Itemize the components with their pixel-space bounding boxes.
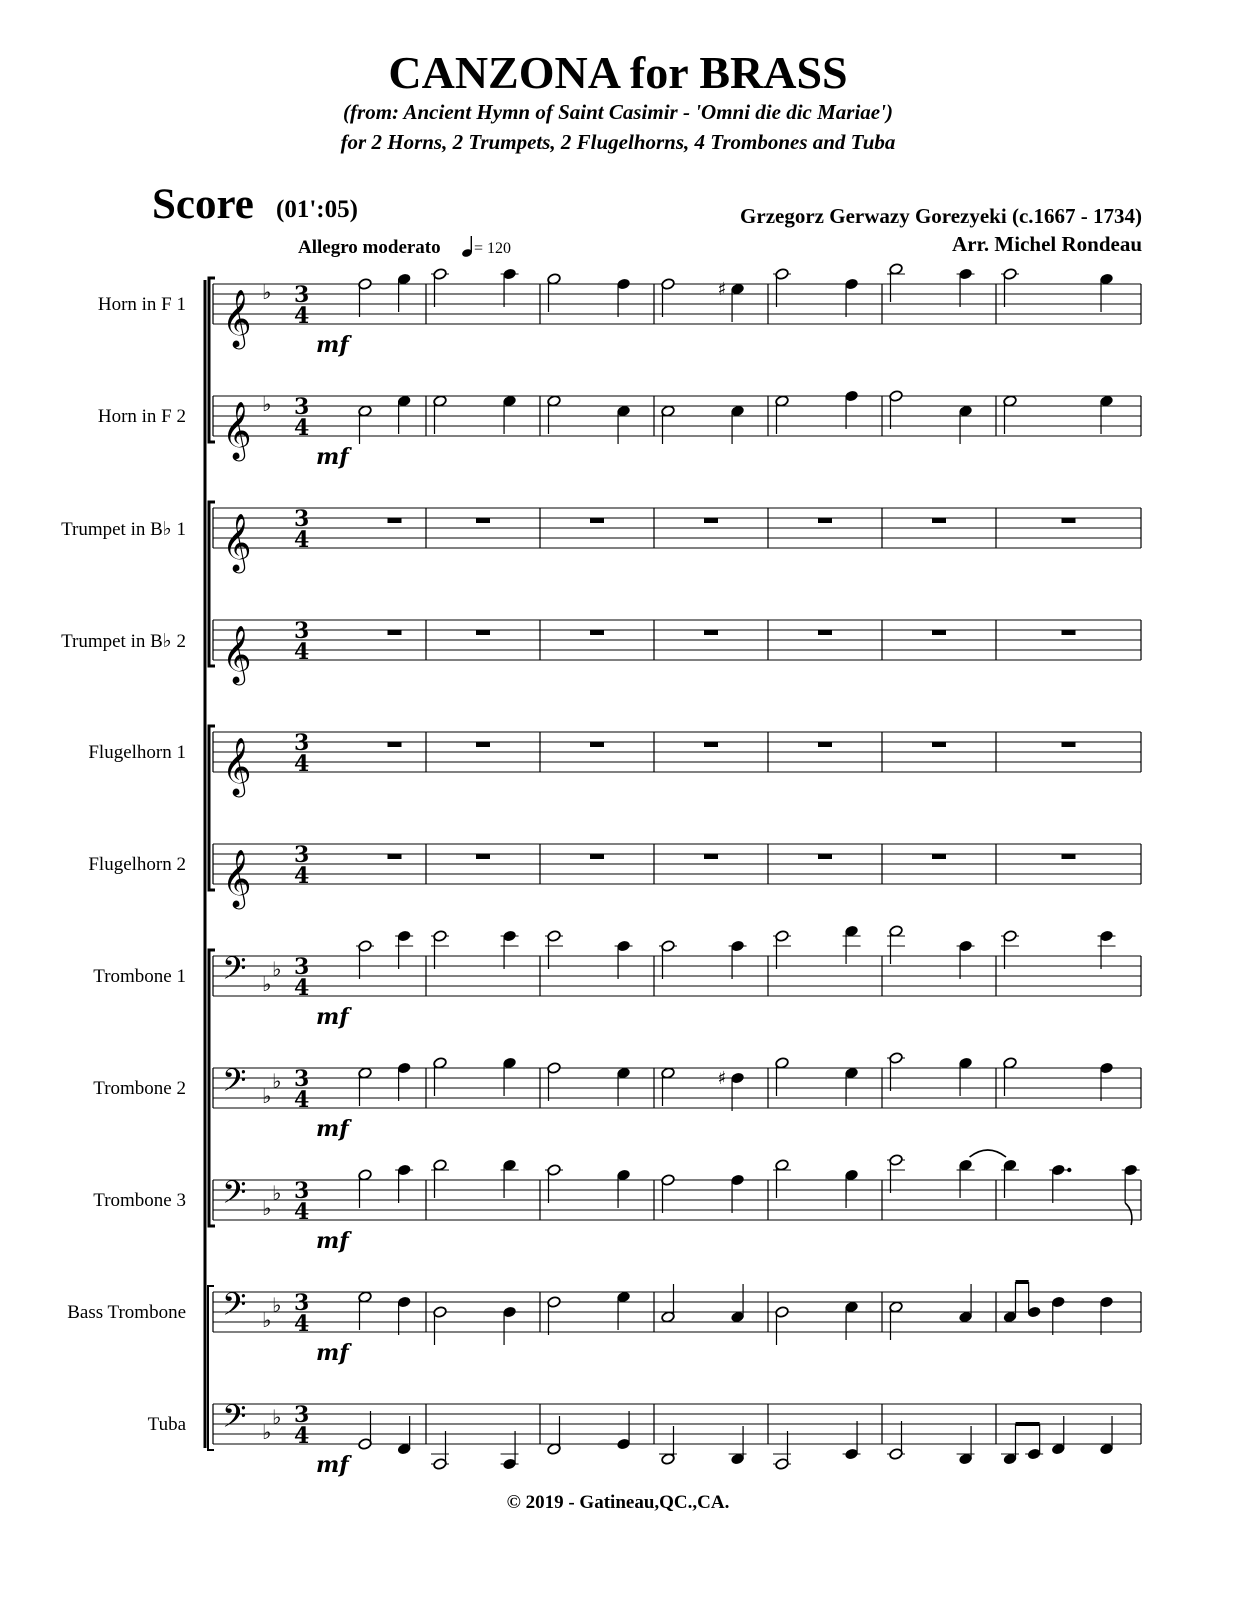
instrument-label: Flugelhorn 2 (88, 854, 186, 875)
treble-clef-icon: 𝄞 (222, 625, 252, 683)
treble-clef-icon: 𝄞 (222, 401, 252, 459)
whole-rest (1062, 742, 1076, 747)
time-signature-numerator: 3 (294, 1178, 310, 1204)
whole-rest (476, 742, 490, 747)
instrument-label: Flugelhorn 1 (88, 742, 186, 763)
flat-icon: ♭ (272, 1069, 282, 1093)
copyright-notice: © 2019 - Gatineau,QC.,CA. (506, 1492, 730, 1513)
tempo-value: = 120 (474, 240, 512, 257)
instrument-label: Trombone 1 (93, 966, 186, 987)
whole-rest (476, 630, 490, 635)
instrument-label: Horn in F 2 (97, 406, 186, 427)
treble-clef-icon: 𝄞 (222, 289, 252, 347)
subtitle-source: (from: Ancient Hymn of Saint Casimir - 'Omni die dic Mariae') (343, 100, 893, 124)
whole-rest (932, 630, 946, 635)
time-signature-denominator: 4 (294, 1423, 310, 1449)
whole-rest (1062, 518, 1076, 523)
time-signature-denominator: 4 (294, 415, 310, 441)
time-signature-denominator: 4 (294, 975, 310, 1001)
whole-rest (818, 518, 832, 523)
whole-rest (1062, 854, 1076, 859)
whole-rest (590, 742, 604, 747)
time-signature-denominator: 4 (294, 863, 310, 889)
whole-rest (704, 630, 718, 635)
sharp-icon: ♯ (717, 1068, 727, 1089)
whole-rest (818, 854, 832, 859)
bass-clef-icon: 𝄢 (222, 1174, 247, 1218)
time-signature-numerator: 3 (294, 394, 310, 420)
dynamic-marking: mf (316, 1116, 349, 1142)
whole-rest (818, 742, 832, 747)
dynamic-marking: mf (316, 1228, 349, 1254)
time-signature-numerator: 3 (294, 730, 310, 756)
time-signature-numerator: 3 (294, 1402, 310, 1428)
whole-rest (388, 630, 402, 635)
time-signature-numerator: 3 (294, 1290, 310, 1316)
time-signature-numerator: 3 (294, 618, 310, 644)
bass-clef-icon: 𝄢 (222, 1286, 247, 1330)
flat-icon: ♭ (262, 1196, 272, 1220)
note-flag (1125, 1203, 1132, 1225)
group-bracket (209, 502, 215, 666)
time-signature-denominator: 4 (294, 1199, 310, 1225)
time-signature-numerator: 3 (294, 954, 310, 980)
time-signature-denominator: 4 (294, 527, 310, 553)
flat-icon: ♭ (272, 957, 282, 981)
augmentation-dot (1067, 1168, 1071, 1172)
whole-rest (932, 854, 946, 859)
score-title: CANZONA for BRASS (388, 47, 848, 98)
whole-rest (590, 854, 604, 859)
whole-rest (590, 518, 604, 523)
group-bracket (209, 278, 215, 442)
time-signature-numerator: 3 (294, 842, 310, 868)
group-bracket (209, 726, 215, 890)
whole-rest (818, 630, 832, 635)
time-signature-denominator: 4 (294, 1311, 310, 1337)
dynamic-marking: mf (316, 1340, 349, 1366)
time-signature-denominator: 4 (294, 751, 310, 777)
whole-rest (388, 518, 402, 523)
flat-icon: ♭ (262, 972, 272, 996)
time-signature-denominator: 4 (294, 303, 310, 329)
sharp-icon: ♯ (717, 279, 727, 300)
whole-rest (704, 742, 718, 747)
bass-clef-icon: 𝄢 (222, 1398, 247, 1442)
whole-rest (932, 518, 946, 523)
whole-rest (704, 854, 718, 859)
flat-icon: ♭ (262, 1084, 272, 1108)
dynamic-marking: mf (316, 444, 349, 470)
tempo-marking: Allegro moderato (298, 237, 441, 258)
bass-clef-icon: 𝄢 (222, 1062, 247, 1106)
instrument-label: Trumpet in B♭ 2 (61, 631, 186, 652)
whole-rest (704, 518, 718, 523)
flat-icon: ♭ (272, 1405, 282, 1429)
flat-icon: ♭ (262, 1308, 272, 1332)
duration-label: (01':05) (276, 196, 358, 223)
flat-icon: ♭ (262, 1420, 272, 1444)
flat-icon: ♭ (262, 392, 272, 416)
score-label: Score (152, 181, 254, 228)
treble-clef-icon: 𝄞 (222, 849, 252, 907)
instrument-label: Horn in F 1 (97, 294, 186, 315)
instrument-label: Tuba (147, 1414, 186, 1435)
flat-icon: ♭ (262, 280, 272, 304)
whole-rest (932, 742, 946, 747)
flat-icon: ♭ (272, 1293, 282, 1317)
tie-arc (970, 1150, 1006, 1157)
dynamic-marking: mf (316, 1452, 349, 1478)
composer-credit: Grzegorz Gerwazy Gorezyeki (c.1667 - 1734) (740, 204, 1142, 228)
flat-icon: ♭ (272, 1181, 282, 1205)
treble-clef-icon: 𝄞 (222, 737, 252, 795)
whole-rest (476, 518, 490, 523)
subtitle-instrumentation: for 2 Horns, 2 Trumpets, 2 Flugelhorns, 4 Trombones and Tuba (340, 130, 896, 154)
instrument-label: Trumpet in B♭ 1 (61, 519, 186, 540)
bass-clef-icon: 𝄢 (222, 950, 247, 994)
instrument-label: Trombone 2 (93, 1078, 186, 1099)
time-signature-denominator: 4 (294, 1087, 310, 1113)
dynamic-marking: mf (316, 332, 349, 358)
whole-rest (476, 854, 490, 859)
time-signature-numerator: 3 (294, 506, 310, 532)
whole-rest (590, 630, 604, 635)
whole-rest (1062, 630, 1076, 635)
arranger-credit: Arr. Michel Rondeau (952, 232, 1142, 256)
whole-rest (388, 854, 402, 859)
treble-clef-icon: 𝄞 (222, 513, 252, 571)
whole-rest (388, 742, 402, 747)
dynamic-marking: mf (316, 1004, 349, 1030)
time-signature-numerator: 3 (294, 1066, 310, 1092)
time-signature-numerator: 3 (294, 282, 310, 308)
time-signature-denominator: 4 (294, 639, 310, 665)
instrument-label: Trombone 3 (93, 1190, 186, 1211)
instrument-label: Bass Trombone (67, 1302, 186, 1323)
